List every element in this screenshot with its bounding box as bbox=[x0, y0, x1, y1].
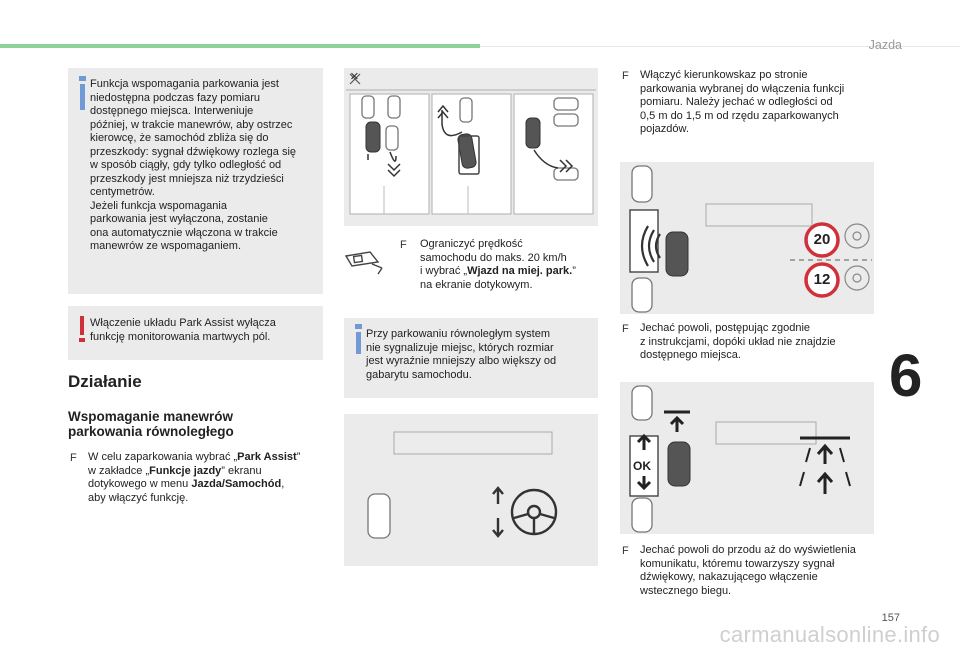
space-found-drawing bbox=[620, 382, 874, 534]
ui-label-menu-driving-vehicle: Jazda/Samochód bbox=[191, 478, 282, 490]
step-drive-slowly: Jechać powoli, postępując zgodnie z instrukcjami, dopóki układ nie znajdzie dostępnego miejsca. bbox=[640, 322, 836, 361]
info-icon bbox=[80, 84, 85, 110]
bullet-marker: F bbox=[622, 545, 629, 557]
bullet-marker: F bbox=[622, 323, 629, 335]
info-text-parallel-size: Przy parkowaniu równoległym system nie sygnalizuje miejsc, których rozmiar jest wyraźnie mniejszy albo większy od gabarytu samochodu. bbox=[366, 328, 557, 381]
section-title: Jazda bbox=[868, 38, 902, 52]
warning-icon bbox=[80, 316, 84, 335]
page-number: 157 bbox=[881, 612, 900, 624]
chapter-number: 6 bbox=[889, 342, 923, 409]
steering-drawing bbox=[344, 414, 598, 566]
text-fragment: , aby włączyć funkcję. bbox=[88, 478, 285, 504]
text-fragment: W celu zaparkowania wybrać „ bbox=[88, 451, 238, 463]
close-icon: × bbox=[350, 68, 359, 85]
text-fragment: ” na ekranie dotykowym. bbox=[420, 265, 576, 291]
parking-modes-drawing bbox=[344, 68, 598, 226]
ui-label-park-assist: Park Assist bbox=[237, 451, 297, 463]
bullet-marker: F bbox=[622, 70, 629, 82]
park-assist-key-icon bbox=[342, 248, 386, 276]
subheading-parallel-parking: Wspomaganie manewrów parkowania równoległego bbox=[68, 409, 234, 439]
info-box-parallel-size bbox=[344, 318, 598, 398]
step-select-park-assist bbox=[88, 451, 328, 505]
warning-text: Włączenie układu Park Assist wyłącza funkcję monitorowania martwych pól. bbox=[90, 317, 276, 343]
bullet-marker: F bbox=[400, 239, 407, 251]
text-fragment: ” w zakładce „ bbox=[88, 451, 301, 477]
header-accent-bar bbox=[0, 44, 480, 48]
ui-label-entry-parking-space: Wjazd na miej. park. bbox=[467, 265, 573, 277]
ui-label-driving-functions: Funkcje jazdy bbox=[149, 464, 222, 477]
text-fragment: ” ekranu dotykowego w menu bbox=[88, 464, 262, 490]
step-limit-speed bbox=[420, 238, 600, 292]
bullet-marker: F bbox=[70, 452, 77, 464]
heading-operation: Działanie bbox=[68, 372, 142, 391]
step-turn-indicator: Włączyć kierunkowskaz po stronie parkowania wybranej do włączenia funkcji pomiaru. Należy jechać w odległości od 0,5 m do 1,5 m od rzędu zaparkowanych pojazdów. bbox=[640, 69, 845, 135]
text-fragment: Ograniczyć prędkość samochodu do maks. 20 km/h i wybrać „ bbox=[420, 238, 567, 277]
ok-indicator-label: OK bbox=[633, 459, 651, 473]
speed-sign-lower-value: 12 bbox=[813, 271, 831, 288]
speed-sign-upper-value: 20 bbox=[813, 231, 831, 248]
step-drive-forward-until-message: Jechać powoli do przodu aż do wyświetlenia komunikatu, któremu towarzyszy sygnał dźwiękowy, nakazującego włączenie wstecznego biegu. bbox=[640, 544, 856, 597]
info-box-measuring bbox=[68, 68, 323, 294]
warning-box-blind-spot bbox=[68, 306, 323, 360]
info-icon bbox=[356, 332, 361, 354]
watermark: carmanualsonline.info bbox=[719, 622, 940, 647]
info-text-measuring: Funkcja wspomagania parkowania jest niedostępna podczas fazy pomiaru dostępnego miejsca. Interweniuje później, w trakcie manewrów, aby ostrzec kierowcę, że samochód zbliża się do przeszkody: sygnał dźwiękowy rozlega się w sposób ciągły, gdy tylko odległość od przeszkody jest mniejsza niż trzydzieści centymetrów. Jeżeli funkcja wspomagania parkowania jest wyłączona, zostanie ona automatycznie włączona w trakcie manewrów ze wspomaganiem. bbox=[90, 78, 297, 252]
